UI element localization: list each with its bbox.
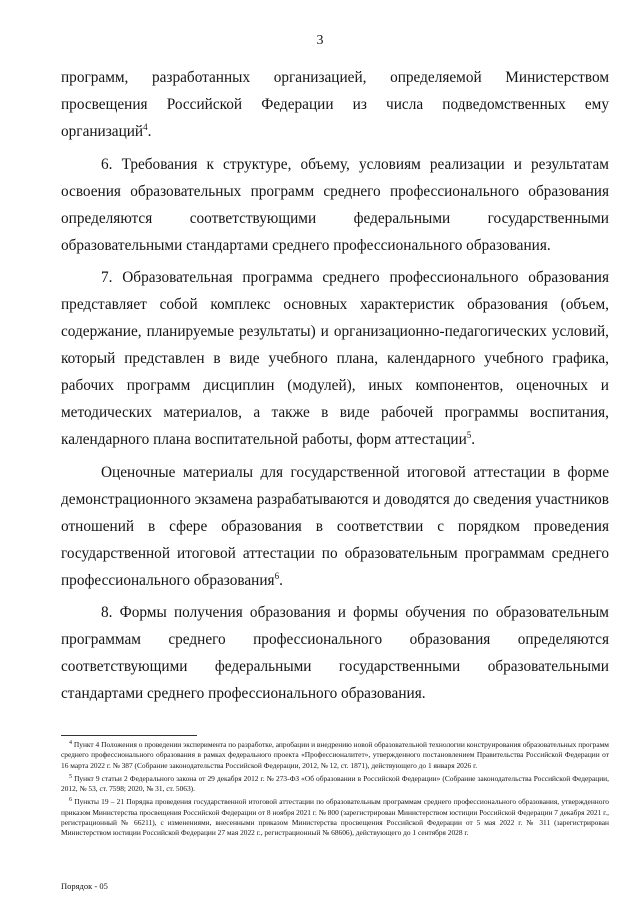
paragraph-6 [61,151,609,259]
footnote-6 [61,797,609,838]
footnote-5 [61,774,609,795]
paragraph-text: 8. Формы получения образования и формы обучения по образовательным программам среднего профессионального образования определяются соответствующими федеральными государственными образовательными стандартами среднего профессионального образования. [61,604,609,702]
paragraph-text: программ, разработанных организацией, определяемой Министерством просвещения Российской Федерации из числа подведомственных ему организаций [61,69,609,140]
footnote-mark: 5 [69,773,72,780]
footnote-divider [61,735,197,736]
footnote-text: Пункт 9 статьи 2 Федерального закона от 29 декабря 2012 г. № 273-ФЗ «Об образовании в Российской Федерации» (Собрание законодательства Российской Федерации, 2012, № 53, ст. 7598; 2020, № 31, ст. 5063). [61,773,609,794]
footnote-text: Пункт 4 Положения о проведении эксперимента по разработке, апробации и внедрению новой образовательной технологии конструирования образовательных программ среднего профессионального образования в рамках федерального проекта «Профессионалитет», утвержденного постановлением Правительства Российской Федерации от 16 марта 2022 г. № 387 (Собрание законодательства Российской Федерации, 2012, № 12, ст. 1871), действующего до 1 января 2026 г. [61,740,609,770]
paragraph-text: 6. Требования к структуре, объему, условиям реализации и результатам освоения образовательных программ среднего профессионального образования определяются соответствующими федеральными государственными образовательными стандартами среднего профессионального образования. [61,155,609,254]
footnote-ref: 4 [143,122,148,132]
footnote-mark: 6 [69,797,72,804]
footnote-ref: 6 [274,570,280,581]
paragraph-tail: . [279,571,283,589]
document-code: Порядок - 05 [61,881,108,891]
paragraph-tail: . [471,431,476,448]
footnotes [61,740,609,842]
paragraph-7 [61,264,609,453]
footnote-text: Пункты 19 – 21 Порядка проведения государственной итоговой аттестации по образовательным программам среднего профессионального образования, утвержденного приказом Министерства просвещения Российской Федерации от 8 ноября 2021 г. № 800 (зарегистрирован Министерством юстиции Российской Федерации 7 декабря 2021 г., регистрационный № 66211), с изменениями, внесенными приказом Министерства просвещения Российской Федерации от 5 мая 2022 г. № 311 (зарегистрирован Министерством юстиции Российской Федерации 27 мая 2022 г., регистрационный № 68606), действующего до 1 сентября 2028 г. [61,797,609,838]
paragraph-text: 7. Образовательная программа среднего профессионального образования представляет собой комплекс основных характеристик образования (объем, содержание, планируемые результаты) и организационно-педагогических условий, который представлен в виде учебного плана, календарного учебного графика, рабочих программ дисциплин (модулей), иных компонентов, оценочных и методических материалов, а также в виде рабочей программы воспитания, календарного плана воспитательной работы, форм аттестации [61,269,609,448]
paragraph-continuation [61,64,609,145]
paragraph-8 [61,599,609,707]
paragraph-text: Оценочные материалы для государственной итоговой аттестации в форме демонстрационного экзамена разрабатываются и доводятся до сведения участников отношений в сфере образования в соответствии с порядком проведения государственной итоговой аттестации по образовательным программам среднего профессионального образования [61,463,609,589]
footnote-4 [61,740,609,771]
paragraph-assessment [61,459,609,594]
paragraph-tail: . [147,123,152,140]
footnote-mark: 4 [69,740,72,746]
body-text [61,64,609,707]
footnote-ref: 5 [466,430,472,440]
page-number: 3 [316,33,324,48]
